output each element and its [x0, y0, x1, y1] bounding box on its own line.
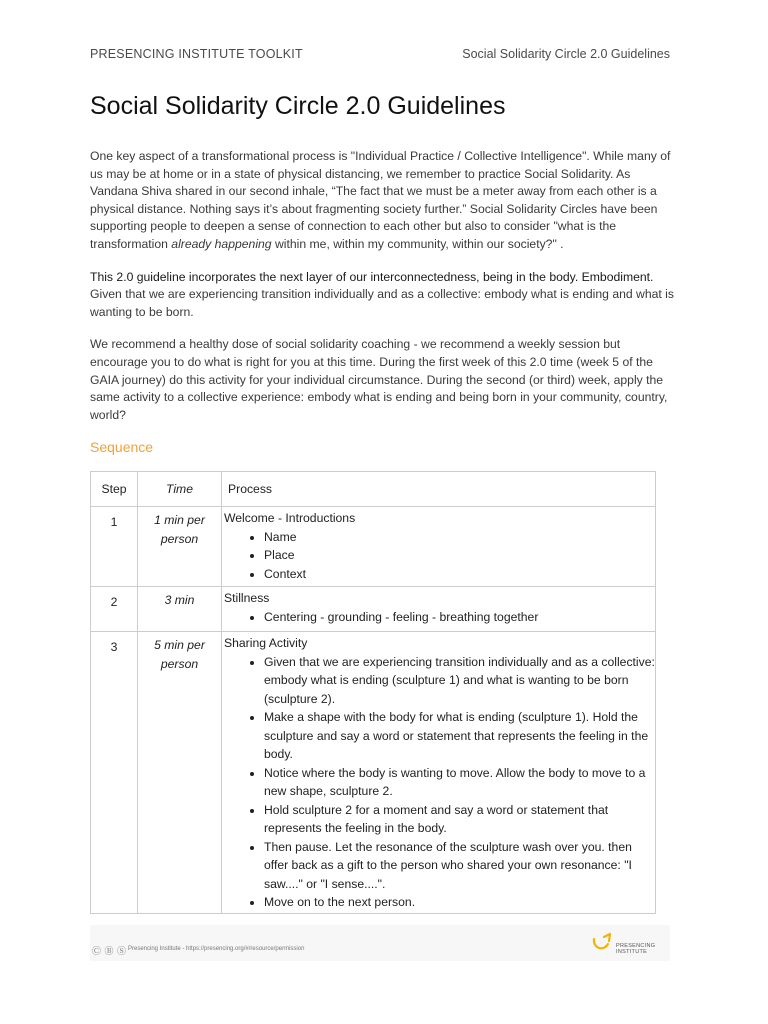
document-body: [90, 148, 680, 457]
page-footer: [90, 925, 670, 961]
coaching-paragraph: We recommend a healthy dose of social solidarity coaching - we recommend a weekly session but encourage you to do what is right for you at this time. During the first week of this 2.0 time (week 5 of the GAIA journey) do this activity for your individual circumstance. During the second (or third) week, apply the same activity to a collective experience: embody what is ending and being born in your community, country, world?: [90, 337, 668, 422]
intro-paragraph: [90, 148, 680, 254]
process-cell: [222, 587, 656, 632]
list-item: • Move on to the next person.: [264, 893, 655, 912]
process-bullets: [224, 528, 655, 584]
list-item: • Then pause. Let the resonance of the sculpture wash over you. then offer back as a gift to the person who shared your own resonance: "I saw...." or "I sense....".: [264, 838, 655, 894]
col-header-process: Process: [222, 472, 656, 507]
header-toolkit-label: PRESENCING INSTITUTE TOOLKIT: [90, 47, 303, 61]
list-item: • Place: [264, 546, 655, 565]
col-header-time: Time: [138, 472, 222, 507]
presencing-institute-logo: [590, 931, 656, 955]
time-cell: 1 min per person: [138, 507, 222, 587]
logo-arrow-icon: [590, 931, 614, 955]
step-cell: 3: [91, 632, 138, 914]
list-item: • Make a shape with the body for what is ending (sculpture 1). Hold the sculpture and say a word or statement that represents the feeling in the body.: [264, 708, 655, 764]
intro-emphasis: already happening: [171, 236, 272, 251]
intro-text-b: within me, within my community, within our society?" .: [271, 236, 564, 251]
step-cell: 1: [91, 507, 138, 587]
process-cell: [222, 632, 656, 914]
list-item: • Notice where the body is wanting to move. Allow the body to move to a new shape, sculpture 2.: [264, 764, 655, 801]
logo-line-2: INSTITUTE: [616, 949, 648, 955]
embodiment-paragraph: [90, 269, 680, 322]
page-title: Social Solidarity Circle 2.0 Guidelines: [90, 92, 506, 120]
time-cell: 3 min: [138, 587, 222, 632]
time-cell: 5 min per person: [138, 632, 222, 914]
intro-text-a: One key aspect of a transformational process is "Individual Practice / Collective Intelligence". While many of us may be at home or in a state of physical distancing, we remember to practice Social Solidarity. As Vandana Shiva shared in our second inhale, “The fact that we must be a meter away from each other is a physical distance. Nothing says it’s about fragmenting society further.” Social Solidarity Circles have been supporting people to deepen a sense of connection to each other but also to consider "what is the transformation: [90, 149, 671, 251]
embodiment-lead: This 2.0 guideline incorporates the next layer of our interconnectedness, being in the body. Embodiment.: [90, 269, 654, 284]
col-header-step: Step: [91, 472, 138, 507]
logo-wordmark: [616, 943, 655, 955]
list-item: • Hold sculpture 2 for a moment and say a word or statement that represents the feeling in the body.: [264, 801, 655, 838]
list-item: • Context: [264, 565, 655, 584]
embodiment-text: Given that we are experiencing transition individually and as a collective: embody what is ending and what is wanting to be born.: [90, 287, 674, 319]
process-bullets: [224, 653, 655, 912]
list-item: • Given that we are experiencing transition individually and as a collective: embody what is ending (sculpture 1) and what is wanting to be born (sculpture 2).: [264, 653, 655, 709]
process-title: Stillness: [224, 591, 270, 605]
list-item: • Centering - grounding - feeling - breathing together: [264, 608, 655, 627]
sequence-table: [90, 471, 656, 914]
process-title: Sharing Activity: [224, 636, 308, 650]
creative-commons-icon: Ⓒ Ⓑ Ⓢ: [92, 946, 127, 956]
logo-line-1: PRESENCING: [616, 943, 656, 949]
license-link-text: Presencing Institute - https://presencing.org/#/resource/permission: [128, 946, 305, 952]
process-cell: [222, 507, 656, 587]
table-row: [91, 587, 656, 632]
process-bullets: [224, 608, 655, 627]
header-doc-title: Social Solidarity Circle 2.0 Guidelines: [462, 47, 670, 61]
table-row: [91, 507, 656, 587]
table-header-row: [91, 472, 656, 507]
table-row: [91, 632, 656, 914]
list-item: • Name: [264, 528, 655, 547]
process-title: Welcome - Introductions: [224, 511, 356, 525]
sequence-heading: Sequence: [90, 439, 154, 456]
step-cell: 2: [91, 587, 138, 632]
